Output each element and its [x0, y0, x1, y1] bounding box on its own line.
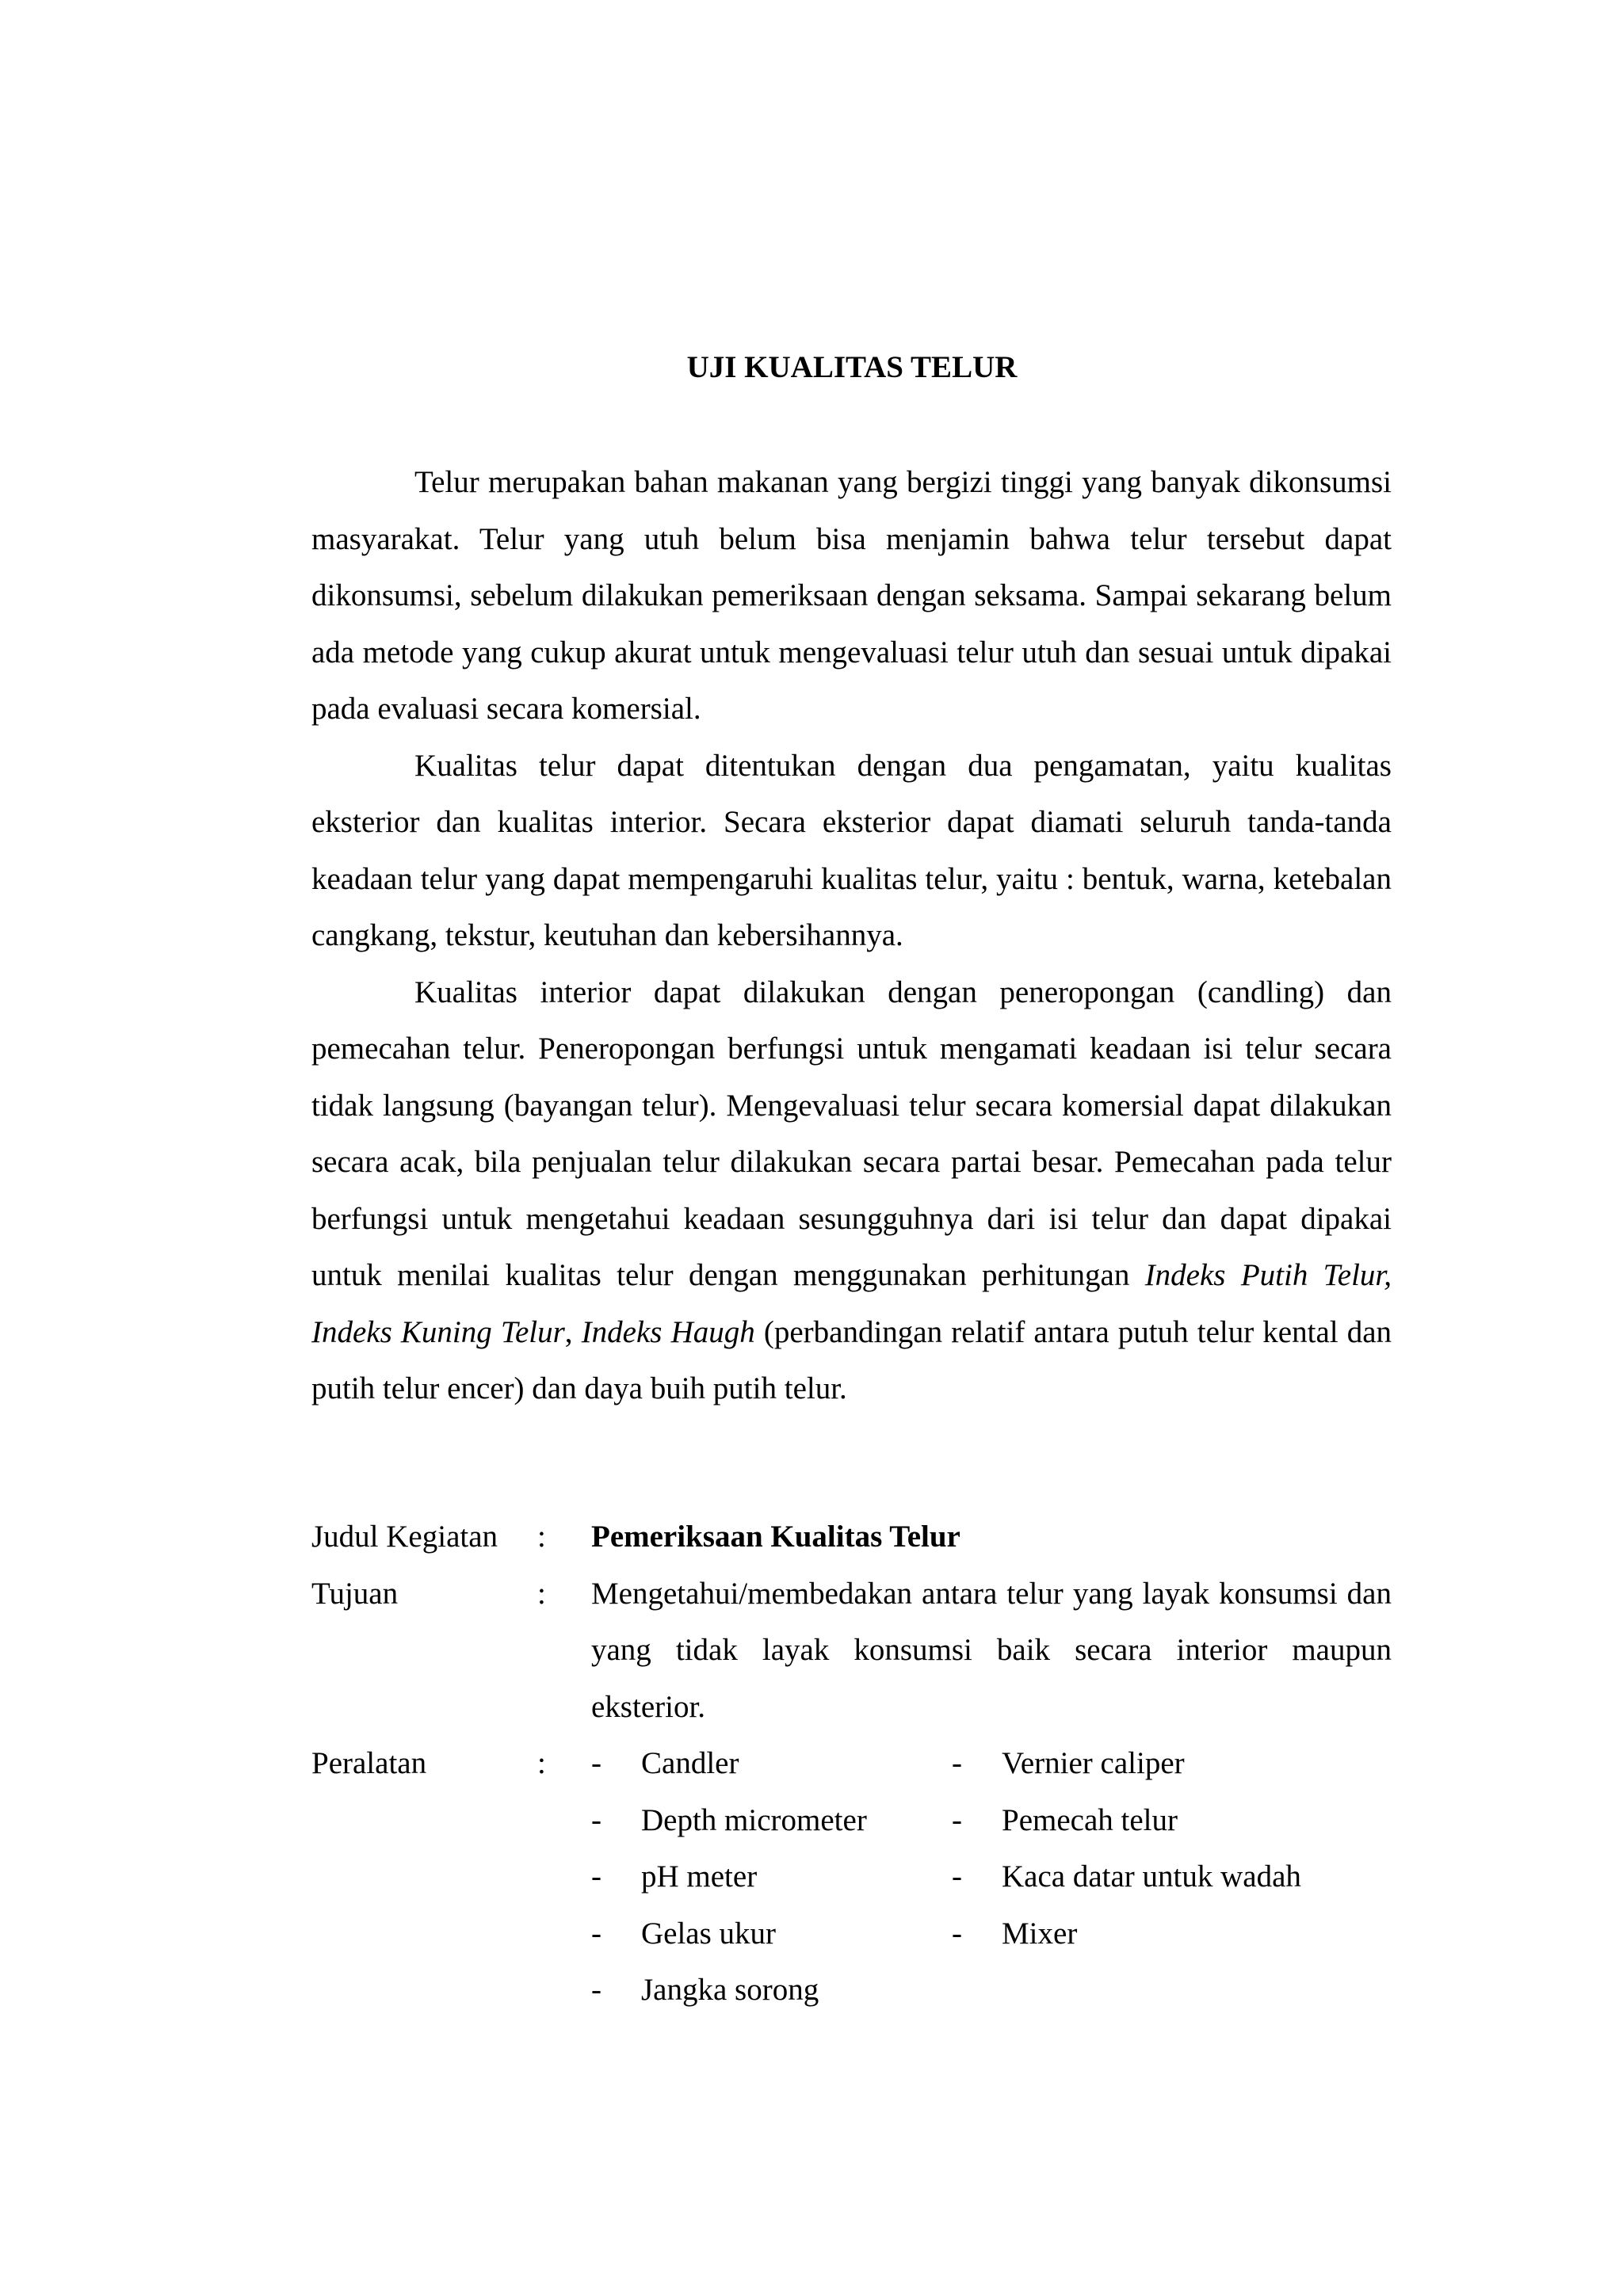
- row-peralatan: [311, 1735, 1392, 2019]
- term-indeks-kuning-telur: Indeks Kuning Telur: [311, 1314, 565, 1349]
- judul-kegiatan-label: Judul Kegiatan: [311, 1520, 498, 1554]
- equipment-item: [591, 1735, 952, 1792]
- equipment-row: [591, 1905, 1392, 1962]
- equipment-name: Gelas ukur: [641, 1916, 777, 1951]
- equipment-name: Depth micrometer: [641, 1802, 867, 1837]
- body-text: [311, 454, 1392, 1417]
- paragraph-3-text-b: (perbandingan relatif antara putuh telur kental dan putih telur encer) dan daya buih putih telur.: [311, 1314, 1392, 1405]
- equipment-row: [591, 1792, 1392, 1849]
- paragraph-1: Telur merupakan bahan makanan yang bergizi tinggi yang banyak dikonsumsi masyarakat. Telur yang utuh belum bisa menjamin bahwa telur tersebut dapat dikonsumsi, sebelum dilakukan pemeriksaan dengan seksama. Sampai sekarang belum ada metode yang cukup akurat untuk mengevaluasi telur utuh dan sesuai untuk dipakai pada evaluasi secara komersial.: [311, 465, 1392, 726]
- tujuan-colon: :: [537, 1576, 546, 1611]
- list-dash: -: [591, 1802, 601, 1837]
- paragraph-3-text-a: Kualitas interior dapat dilakukan dengan peneropongan (candling) dan pemecahan telur. Peneropongan berfungsi untuk mengamati keadaan isi telur secara tidak langsung (bayangan telur). Mengevaluasi telur secara komersial dapat dilakukan secara acak, bila penjualan telur dilakukan secara partai besar. Pemecahan pada telur berfungsi untuk mengetahui keadaan sesungguhnya dari isi telur dan dapat dipakai untuk menilai kualitas telur dengan menggunakan perhitungan: [311, 974, 1392, 1292]
- list-dash: -: [952, 1859, 962, 1894]
- row-judul-kegiatan: [311, 1508, 1392, 1566]
- equipment-item: [952, 1905, 1312, 1962]
- paragraph-2: Kualitas telur dapat ditentukan dengan dua pengamatan, yaitu kualitas eksterior dan kualitas interior. Secara eksterior dapat diamati seluruh tanda-tanda keadaan telur yang dapat mempengaruhi kualitas telur, yaitu : bentuk, warna, ketebalan cangkang, tekstur, keutuhan dan kebersihannya.: [311, 748, 1392, 952]
- list-dash: -: [952, 1746, 962, 1780]
- list-dash: -: [591, 1973, 601, 2007]
- equipment-name: Vernier caliper: [1002, 1746, 1185, 1780]
- list-dash: -: [591, 1916, 601, 1951]
- equipment-item: [591, 1792, 952, 1849]
- equipment-name: Mixer: [1002, 1916, 1078, 1951]
- tujuan-value: Mengetahui/membedakan antara telur yang layak konsumsi dan yang tidak layak konsumsi baik secara interior maupun eksterior.: [591, 1576, 1392, 1724]
- equipment-row: [591, 1735, 1392, 1792]
- peralatan-colon: :: [537, 1746, 546, 1780]
- equipment-row: [591, 1848, 1392, 1905]
- equipment-item: [591, 1848, 952, 1905]
- equipment-item: [952, 1735, 1312, 1792]
- paragraph-3: [311, 964, 1392, 1417]
- equipment-item: [952, 1848, 1312, 1905]
- judul-kegiatan-value: Pemeriksaan Kualitas Telur: [591, 1520, 960, 1554]
- equipment-name: pH meter: [641, 1859, 758, 1894]
- list-dash: -: [591, 1859, 601, 1894]
- term-indeks-haugh: Indeks Haugh: [581, 1314, 755, 1349]
- equipment-item: [591, 1962, 952, 2019]
- judul-colon: :: [537, 1520, 546, 1554]
- term-indeks-putih-telur: Indeks Putih Telur,: [1144, 1258, 1392, 1292]
- equipment-name: Jangka sorong: [641, 1973, 819, 2007]
- equipment-name: Pemecah telur: [1002, 1802, 1178, 1837]
- equipment-name: Kaca datar untuk wadah: [1002, 1859, 1301, 1894]
- tujuan-label: Tujuan: [311, 1576, 399, 1611]
- peralatan-label: Peralatan: [311, 1746, 427, 1780]
- equipment-list: [591, 1735, 1392, 2019]
- page-title: UJI KUALITAS TELUR: [686, 350, 1018, 384]
- equipment-item: [591, 1905, 952, 1962]
- list-dash: -: [591, 1746, 601, 1780]
- list-dash: -: [952, 1802, 962, 1837]
- list-dash: -: [952, 1916, 962, 1951]
- activity-info: [311, 1508, 1392, 2019]
- term-separator: ,: [564, 1314, 573, 1349]
- equipment-name: Candler: [641, 1746, 739, 1780]
- equipment-item: [952, 1792, 1312, 1849]
- equipment-row: [591, 1962, 1392, 2019]
- row-tujuan: [311, 1566, 1392, 1736]
